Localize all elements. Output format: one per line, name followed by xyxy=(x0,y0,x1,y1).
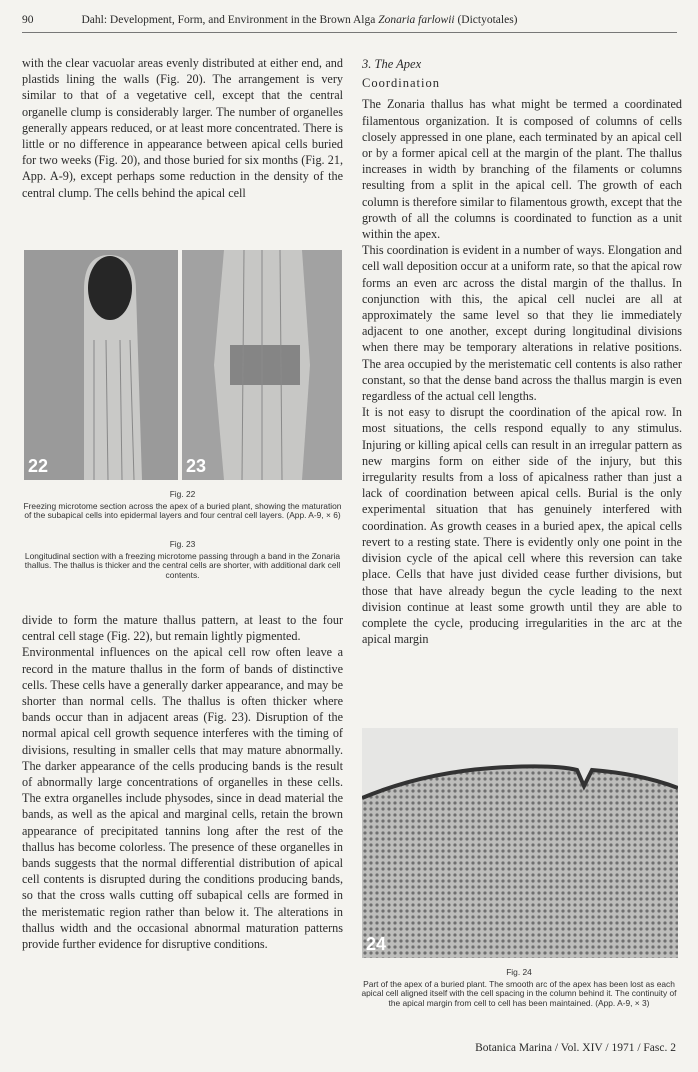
running-title: Dahl: Development, Form, and Environment in the Brown Alga Zonaria farlowii (Dictyotales) xyxy=(81,14,518,26)
paragraph: This coordination is evident in a number of ways. Elongation and cell wall deposition occur at a uniform rate, so that the apical row forms an even arc across the distal margin of the thallus. In conjunction with this, the apical cell nuclei are all at approximately the same level so that they lie immediately adjacent to one another, except during longitudinal divisions when there may be temporary alterations in relative positions. The area occupied by the meristematic cell contents is also rather constant, so that the dense band across the thallus margin is even regardless of the actual cell lengths. xyxy=(362,243,682,404)
left-column-bottom xyxy=(22,612,343,952)
figure-23-number: 23 xyxy=(186,456,207,476)
right-column xyxy=(362,56,682,647)
figure-22-photo xyxy=(24,250,178,480)
section-title: 3. The Apex xyxy=(362,57,422,71)
paragraph: divide to form the mature thallus pattern, at least to the four central cell stage (Fig. 22), but remain lightly pigmented. xyxy=(22,613,343,644)
figure-24-number: 24 xyxy=(366,934,387,954)
paragraph: with the clear vacuolar areas evenly distributed at either end, and plastids lining the walls (Fig. 20). The arrangement is very similar to that of a vegetative cell, except that the central organelle clump is considerably larger. The number of organelles generally appears reduced, or at least more concentrated. There is little or no difference in appearance between apical cells buried for two weeks (Fig. 20), and those buried for six months (Fig. 21, App. A-9), except perhaps some reduction in the density of the central clump. The cells behind the apical cell xyxy=(22,56,343,200)
figure-23-label: Fig. 23 xyxy=(169,539,196,549)
figure-24-photo xyxy=(362,728,678,958)
page-number: 90 xyxy=(22,14,34,26)
figure-23-caption: Fig. 23 Longitudinal section with a freezing microtome passing through a band in the Zonaria thallus. The thallus is thicker and the central cells are shorter, with additional dark cell contents. xyxy=(22,540,343,580)
figure-24-label: Fig. 24 xyxy=(506,967,532,977)
figure-22-number: 22 xyxy=(28,456,49,476)
paragraph: The Zonaria thallus has what might be termed a coordinated filamentous organization. It is composed of columns of cells closely appressed in one plane, each terminated by an apical cell or by a former apical cell at the margin of the plant. The thallus increases in width by branching of the filaments or columns resulting from a split in the apical cell. The growth of each column is therefore similar to filamentous growth, except that the growth of all the columns is coordinated to function as a unit within the apex. xyxy=(362,97,682,242)
running-header xyxy=(22,14,677,33)
figure-22-label: Fig. 22 xyxy=(169,489,196,499)
figure-22-caption: Fig. 22 Freezing microtome section across the apex of a buried plant, showing the maturation of the subapical cells into epidermal layers and four central cell layers. (App. A-9, × 6) xyxy=(23,489,342,521)
figure-23-photo xyxy=(182,250,342,480)
left-column-top xyxy=(22,55,343,201)
subsection-title: Coordination xyxy=(362,76,440,91)
paragraph: It is not easy to disrupt the coordination of the apical row. In most situations, the cells respond equally to any stimulus. Injuring or killing apical cells can result in an irregular pattern as new margins form on either side of the injury, but this irregularity results from a loss of apicalness rather than just a lack of coordination between apical cells. Burial is the only experimental situation that has genuinely interfered with coordination. As growth ceases in a buried apex, the apical cells revert to a resting state. There is evidently only one point in the division cycle of the apical cell where this reversion can take place. Cells that have just divided cease further divisions, but those that have already begun the cycle leading to the next division continue at least some growth until they are able to complete the cycle, producing irregularities in the arc at the apical margin xyxy=(362,405,682,647)
figure-24-caption: Fig. 24 Part of the apex of a buried plant. The smooth arc of the apex has been lost as each apical cell aligned itself with the cell spacing in the column behind it. The continuity of the apical margin from cell to cell has been maintained. (App. A-9, × 3) xyxy=(356,968,682,1008)
journal-footer: Botanica Marina / Vol. XIV / 1971 / Fasc. 2 xyxy=(475,1042,676,1054)
paragraph: Environmental influences on the apical cell row often leave a record in the mature thallus in the form of bands of distinctive cells. These cells have a generally darker appearance, and may be shorter than normal cells. The thallus is often thicker where bands occur than in adjacent areas (Fig. 23). Disruption of the normal apical cell growth sequence interferes with the timing of divisions, resulting in smaller cells that may mature abnormally. The darker appearance of the cells producing bands is the result of abnormally large concentrations of organelles in these cells. The extra organelles include physodes, since in dead material the bands, as well as the apical and marginal cells, retain the brown appearance of precipitated tannins long after the rest of the thallus has become colorless. The presence of these organelles in bands suggests that the normal differential distribution of apical cell contents is disrupted during the conditions producing bands, so that the cross walls cutting off subapical cells are formed in the meristematic region rather than below it. The alterations in thallus width and the occasional abnormal maturation patterns provide further evidence for disruptive conditions. xyxy=(22,645,343,952)
